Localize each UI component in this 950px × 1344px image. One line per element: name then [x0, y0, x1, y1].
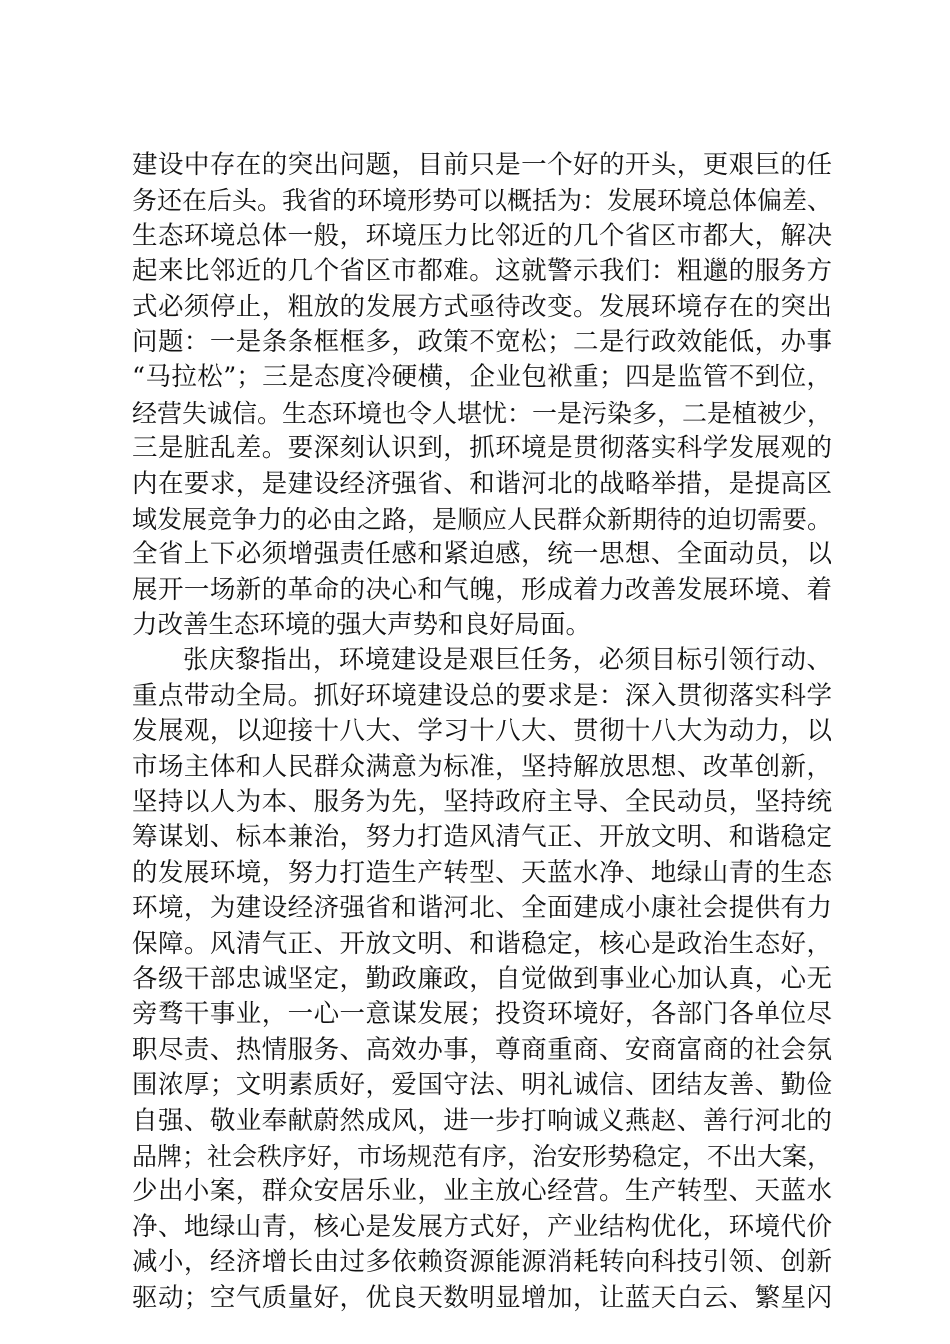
text-line: 筹谋划、标本兼治，努力打造风清气正、开放文明、和谐稳定 — [132, 822, 832, 853]
text-line: 发展观，以迎接十八大、学习十八大、贯彻十八大为动力，以 — [132, 716, 832, 747]
text-line: 围浓厚；文明素质好，爱国守法、明礼诚信、团结友善、勤俭 — [132, 1070, 832, 1101]
text-line: 环境，为建设经济强省和谐河北、全面建成小康社会提供有力 — [132, 893, 832, 924]
text-line: “马拉松”；三是态度冷硬横，企业包袱重；四是监管不到位， — [132, 362, 832, 393]
text-line: 经营失诚信。生态环境也令人堪忧：一是污染多，二是植被少， — [132, 398, 832, 428]
text-line: 少出小案，群众安居乐业，业主放心经营。生产转型、天蓝水 — [132, 1176, 832, 1207]
text-line: 三是脏乱差。要深刻认识到，抓环境是贯彻落实科学发展观的 — [132, 433, 832, 464]
text-line: 建设中存在的突出问题，目前只是一个好的开头，更艰巨的任 — [132, 150, 832, 180]
text-line: 展开一场新的革命的决心和气魄，形成着力改善发展环境、着 — [132, 574, 832, 605]
text-line: 内在要求，是建设经济强省、和谐河北的战略举措，是提高区 — [132, 468, 832, 499]
text-line: 生态环境总体一般，环境压力比邻近的几个省区市都大，解决 — [132, 220, 832, 251]
text-line: 的发展环境，努力打造生产转型、天蓝水净、地绿山青的生态 — [132, 857, 832, 888]
text-line: 保障。风清气正、开放文明、和谐稳定，核心是政治生态好， — [132, 928, 832, 959]
text-line: 净、地绿山青，核心是发展方式好，产业结构优化，环境代价 — [132, 1211, 832, 1242]
text-line: 重点带动全局。抓好环境建设总的要求是：深入贯彻落实科学 — [132, 680, 832, 711]
text-line: 全省上下必须增强责任感和紧迫感，统一思想、全面动员，以 — [132, 539, 832, 570]
text-line: 式必须停止，粗放的发展方式亟待改变。发展环境存在的突出 — [132, 291, 832, 322]
text-line: 各级干部忠诚坚定，勤政廉政，自觉做到事业心加认真，心无 — [132, 963, 832, 994]
text-line: 起来比邻近的几个省区市都难。这就警示我们：粗邋的服务方 — [132, 256, 832, 287]
text-line: 减小，经济增长由过多依赖资源能源消耗转向科技引领、创新 — [132, 1247, 832, 1278]
text-line: 问题：一是条条框框多，政策不宽松；二是行政效能低，办事 — [132, 326, 832, 357]
body-text — [132, 148, 832, 1316]
text-line: 自强、敬业奉献蔚然成风，进一步打响诚义燕赵、善行河北的 — [132, 1105, 832, 1136]
text-line: 务还在后头。我省的环境形势可以概括为：发展环境总体偏差、 — [132, 186, 832, 216]
text-line: 坚持以人为本、服务为先，坚持政府主导、全民动员，坚持统 — [132, 787, 832, 818]
text-line: 品牌；社会秩序好，市场规范有序，治安形势稳定，不出大案， — [132, 1141, 832, 1171]
text-line: 市场主体和人民群众满意为标准，坚持解放思想、改革创新， — [132, 751, 832, 782]
text-line: 力改善生态环境的强大声势和良好局面。 — [132, 610, 592, 641]
text-line: 域发展竞争力的必由之路，是顺应人民群众新期待的迫切需要。 — [132, 504, 832, 534]
text-line: 张庆黎指出，环境建设是艰巨任务，必须目标引领行动、 — [183, 645, 832, 676]
text-line: 职尽责、热情服务、高效办事，尊商重商、安商富商的社会氛 — [132, 1034, 832, 1065]
text-line: 驱动；空气质量好，优良天数明显增加，让蓝天白云、繁星闪 — [132, 1282, 832, 1313]
text-line: 旁骛干事业，一心一意谋发展；投资环境好，各部门各单位尽 — [132, 999, 832, 1030]
